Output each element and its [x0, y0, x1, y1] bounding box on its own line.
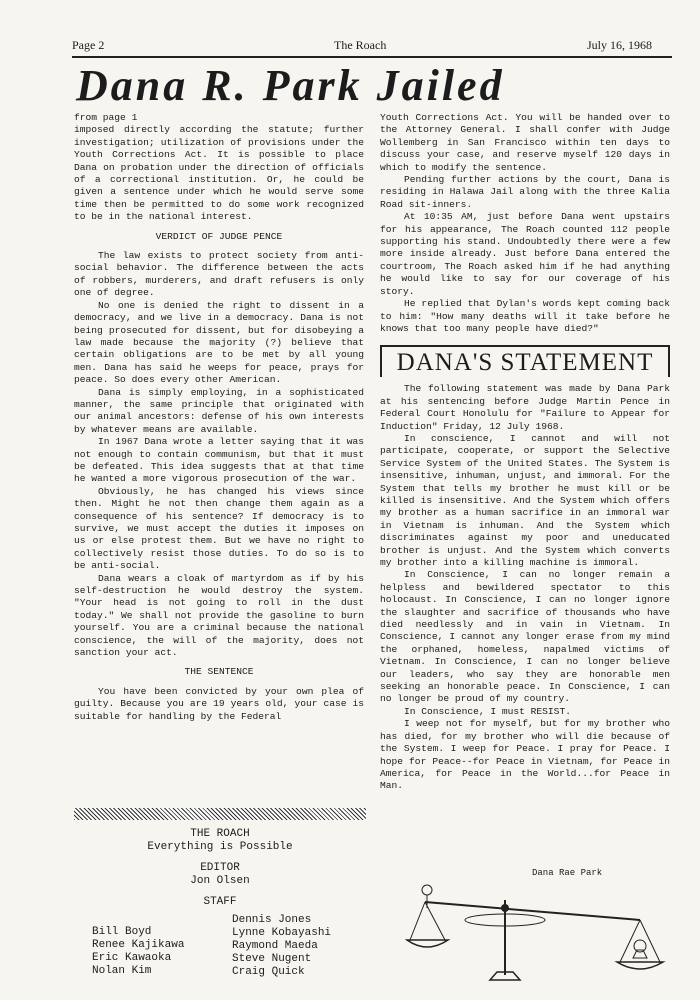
masthead	[74, 828, 366, 909]
staff-member: Bill Boyd	[92, 926, 152, 938]
verdict-paragraph: Obviously, he has changed his views since then. Might he not then change them again as a consequence of his sentence? If democracy is to survive, we must accept the duties it imposes on us or else protest them. But we have no right to collectively resist those duties. To do so is to be anti-social.	[74, 485, 364, 572]
left-column	[74, 112, 364, 723]
paper-name: The Roach	[334, 38, 387, 52]
statement-paragraph: I weep not for myself, but for my brother who has died, for my brother who will die because of the System. I weep for Peace. I pray for Peace. I hope for Peace--for Peace in Vietnam, for Peace in America, for Peace in the World...for Peace in Man.	[380, 718, 670, 792]
statement-paragraph: The following statement was made by Dana Park at his sentencing before Judge Martin Pence in Federal Court Honolulu for "Failure to Appear for Induction" Friday, 12 July 1968.	[380, 383, 670, 432]
editor-name: Jon Olsen	[190, 875, 250, 887]
intro-paragraph: imposed directly according the statute; further investigation; utilization of provisions under the Youth Corrections Act. It is possible to place Dana on probation under the direction of officials of a correctional institution. Or, he could be given a sentence under which he would serve some time then be permitted to do some work recognized to be in the national interest.	[74, 124, 364, 223]
staff-column-2	[232, 914, 331, 979]
statement-paragraph: In Conscience, I can no longer remain a helpless and bewildered spectator to this holocaust. In Conscience, I can no longer ignore the slaughter and sacrifice of thousands who have died needlessly and in vain in Vietnam. In Conscience, I cannot any longer erase from my mind the orphaned, homeless, napalmed victims of Vietnam. In Conscience, I can no longer believe our leaders, who say they are honorable men seeking an honorable peace. In Conscience, I can no longer be proud of my country.	[380, 569, 670, 705]
headline: Dana R. Park Jailed	[76, 61, 505, 110]
sentence-paragraph: You have been convicted by your own plea of guilty. Because you are 19 years old, your case is suitable for handling by the Federal	[74, 685, 364, 722]
continuation-paragraph: Youth Corrections Act. You will be handed over to the Attorney General. I shall confer with Judge Wollemberg in San Francisco within ten days to discuss your case, and reserve myself 120 days in which to modify the sentence.	[380, 112, 670, 173]
staff-member: Renee Kajikawa	[92, 939, 185, 951]
verdict-paragraph: In 1967 Dana wrote a letter saying that it was not enough to contain communism, but that it must be defeated. This idea suggests that at that time he wanted a more vigorous prosecution of the war.	[74, 436, 364, 485]
header-rule	[72, 56, 672, 58]
verdict-paragraph: The law exists to protect society from anti-social behavior. The difference between the acts of robbers, murderers, and draft refusers is only one of degree.	[74, 250, 364, 299]
staff-column-1	[92, 926, 184, 978]
page-number: Page 2	[72, 38, 105, 52]
staff-label: STAFF	[203, 896, 237, 908]
masthead-name: THE ROACH	[190, 828, 250, 840]
verdict-paragraph: Dana is simply employing, in a sophisticated manner, the same principle that originated with our animal ancestors: defense of his own interests by whatever means are available.	[74, 386, 364, 435]
verdict-heading: VERDICT OF JUDGE PENCE	[155, 230, 283, 242]
scales-cartoon	[405, 880, 670, 990]
verdict-paragraph: No one is denied the right to dissent in a democracy, and we live in a democracy. Dana is not being prosecuted for dissent, but for disobeying a law made because the majority (?) believe that certain obligations are to be met by all young men. Dana has said he weeps for peace, prays for peace. So does every other American.	[74, 299, 364, 386]
page-header	[72, 38, 670, 54]
staff-member: Lynne Kobayashi	[232, 927, 332, 939]
article-paragraph: Pending further actions by the court, Dana is residing in Halawa Jail along with the three Kalia Road sit-inners.	[380, 174, 670, 210]
statement-paragraph: In Conscience, I must RESIST.	[404, 705, 571, 717]
staff-member: Steve Nugent	[232, 953, 312, 965]
right-column	[380, 112, 670, 793]
editor-label: EDITOR	[200, 862, 240, 874]
masthead-motto: Everything is Possible	[147, 841, 293, 853]
signature: Dana Rae Park	[532, 868, 603, 878]
article-paragraph: He replied that Dylan's words kept coming back to him: "How many deaths will it take before he knows that too many people have died?"	[380, 298, 670, 334]
staff-member: Craig Quick	[232, 966, 305, 978]
staff-member: Raymond Maeda	[232, 940, 318, 952]
article-paragraph: At 10:35 AM, just before Dana went upstairs for his appearance, The Roach counted 112 people supporting his stand. Undoubtedly there were a few more inside already. Just before Dana entered the courtroom, The Roach asked him if he had anything he would like to say for our coverage of his story.	[380, 211, 670, 297]
verdict-paragraph: Dana wears a cloak of martyrdom as if by his self-destruction he would destroy the system. "Your head is not going to roll in the dust today." We shall not provide the gasoline to burn yourself. You are a criminal because the national conscience, the will of the majority, does not sanction your act.	[74, 572, 364, 659]
staff-member: Nolan Kim	[92, 965, 152, 977]
statement-paragraph: In conscience, I cannot and will not participate, cooperate, or support the Selective Service System of the United States. The System is insensitive, inhuman, unjust, and immoral. For the System that tells my brother he must kill or be killed is insensitive. And the System which offers my brother as a human sacrifice in an immoral war in Vietnam is inhuman. And the System which discriminates against my poor and uneducated brother is unjust. And the System which converts my brother into a killing machine is immoral.	[380, 432, 670, 568]
hatched-divider	[74, 808, 366, 820]
staff-member: Eric Kawaoka	[92, 952, 172, 964]
statement-title: DANA'S STATEMENT	[380, 345, 670, 377]
sentence-heading: THE SENTENCE	[184, 666, 254, 678]
scales-illustration	[405, 880, 670, 990]
continued-from: from page 1	[74, 112, 138, 123]
issue-date: July 16, 1968	[586, 38, 652, 52]
staff-member: Dennis Jones	[232, 914, 312, 926]
